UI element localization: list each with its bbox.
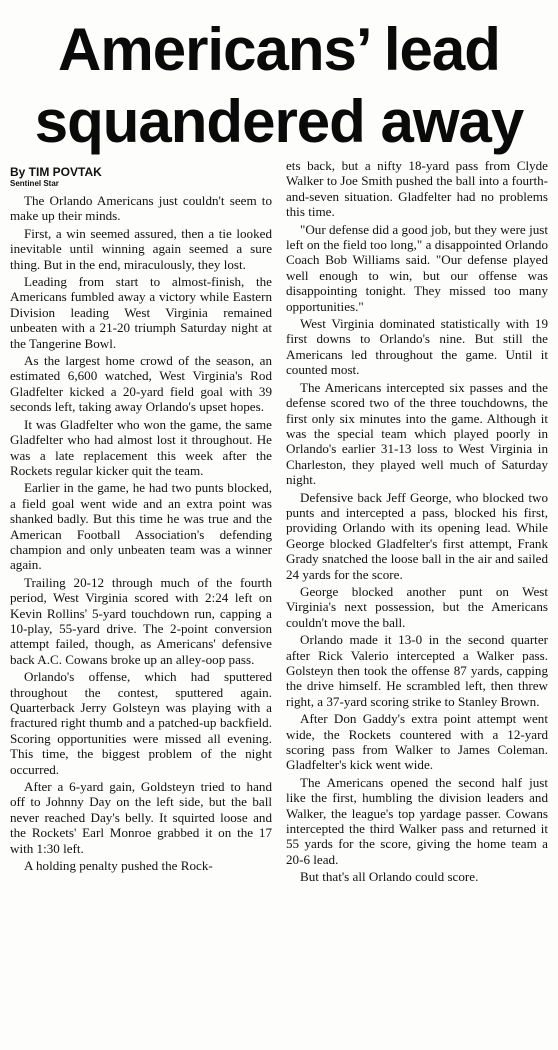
paragraph: Trailing 20-12 through much of the fourth period, West Virginia scored with 2:24 left on Kevin Rollins' 5-yard touchdown run, capping a 10-play, 55-yard drive. The 2-point conversion attempt failed, though, as Americans' defensive back A.C. Cowans broke up an alley-oop pass.	[10, 574, 272, 667]
paragraph: "Our defense did a good job, but they were just left on the field too long," a disappointed Orlando Coach Bob Williams said. "Our defense played well enough to win, but our offense was disappointing tonight. They missed too many opportunities."	[286, 221, 548, 314]
left-column	[10, 166, 272, 875]
paragraph: West Virginia dominated statistically with 19 first downs to Orlando's nine. But still the Americans led throughout the game. Until it counted most.	[286, 316, 548, 378]
paragraph: Defensive back Jeff George, who blocked two punts and intercepted a pass, blocked his first, providing Orlando with its opening lead. While George blocked Gladfelter's first attempt, Frank Grady snatched the loose ball in the air and sailed 24 yards for the score.	[286, 489, 548, 582]
paragraph: First, a win seemed assured, then a tie looked inevitable until winning again seemed a sure thing. But in the end, miraculously, they lost.	[10, 225, 272, 272]
paragraph: George blocked another punt on West Virginia's next possession, but the Americans couldn't move the ball.	[286, 583, 548, 630]
paragraph: As the largest home crowd of the season, an estimated 6,600 watched, West Virginia's Rod Gladfelter kicked a 20-yard field goal with 39 seconds left, taking away Orlando's upset hopes.	[10, 353, 272, 415]
headline	[0, 14, 558, 158]
paragraph: It was Gladfelter who won the game, the same Gladfelter who had almost lost it throughout. He was a late replacement this week after the Rockets regular kicker quit the team.	[10, 416, 272, 478]
paragraph: A holding penalty pushed the Rock-	[24, 858, 213, 874]
paragraph: Leading from start to almost-finish, the Americans fumbled away a victory while Eastern Division leading West Virginia remained unbeaten with a 21-20 triumph Saturday night at the Tangerine Bowl.	[10, 274, 272, 351]
paragraph: The Americans intercepted six passes and the defense scored two of the three touchdowns, the first only six minutes into the game. Although it was the special team which played poorly in Orlando's earlier 31-13 loss to West Virginia in Charleston, they played well much of Saturday night.	[286, 379, 548, 488]
paragraph: The Orlando Americans just couldn't seem to make up their minds.	[10, 193, 272, 224]
headline-line-1: Americans’ lead	[58, 16, 500, 83]
paragraph: Orlando made it 13-0 in the second quarter after Rick Valerio intercepted a Walker pass. Golsteyn then took the offense 87 yards, capping the drive himself. He scrambled left, then threw right, a 37-yard scoring strike to Stanley Brown.	[286, 632, 548, 709]
paragraph: The Americans opened the second half just like the first, humbling the division leaders and Walker, the league's top yardage passer. Cowans intercepted the third Walker pass and returned it 55 yards for the score, giving the home team a 20-6 lead.	[286, 774, 548, 867]
paragraph-continued: ets back, but a nifty 18-yard pass from Clyde Walker to Joe Smith pushed the ball into a fourth-and-seven situation. Gladfelter had no problems this time.	[286, 158, 548, 220]
headline-line-2: squandered away	[34, 88, 524, 155]
paragraph: After Don Gaddy's extra point attempt went wide, the Rockets countered with a 12-yard scoring pass from Walker to James Coleman. Gladfelter's kick went wide.	[286, 711, 548, 773]
right-column	[286, 158, 548, 887]
paragraph: After a 6-yard gain, Goldsteyn tried to hand off to Johnny Day on the left side, but the ball never reached Day's belly. It squirted loose and the Rockets' Earl Monroe grabbed it on the 17 with 1:30 left.	[10, 779, 272, 856]
byline-source: Sentinel Star	[10, 179, 59, 188]
paragraph: Orlando's offense, which had sputtered throughout the contest, sputtered again. Quarterback Jerry Golsteyn was playing with a fractured right thumb and a patched-up backfield. Scoring opportunities were missed all evening. This time, the biggest problem of the night occurred.	[10, 669, 272, 777]
byline: By TIM POVTAK	[10, 165, 102, 179]
paragraph: Earlier in the game, he had two punts blocked, a field goal went wide and an extra point was shanked badly. But this time he was true and the American Football Association's defending champion and only unbeaten team was a winner again.	[10, 480, 272, 573]
paragraph: But that's all Orlando could score.	[300, 869, 479, 885]
